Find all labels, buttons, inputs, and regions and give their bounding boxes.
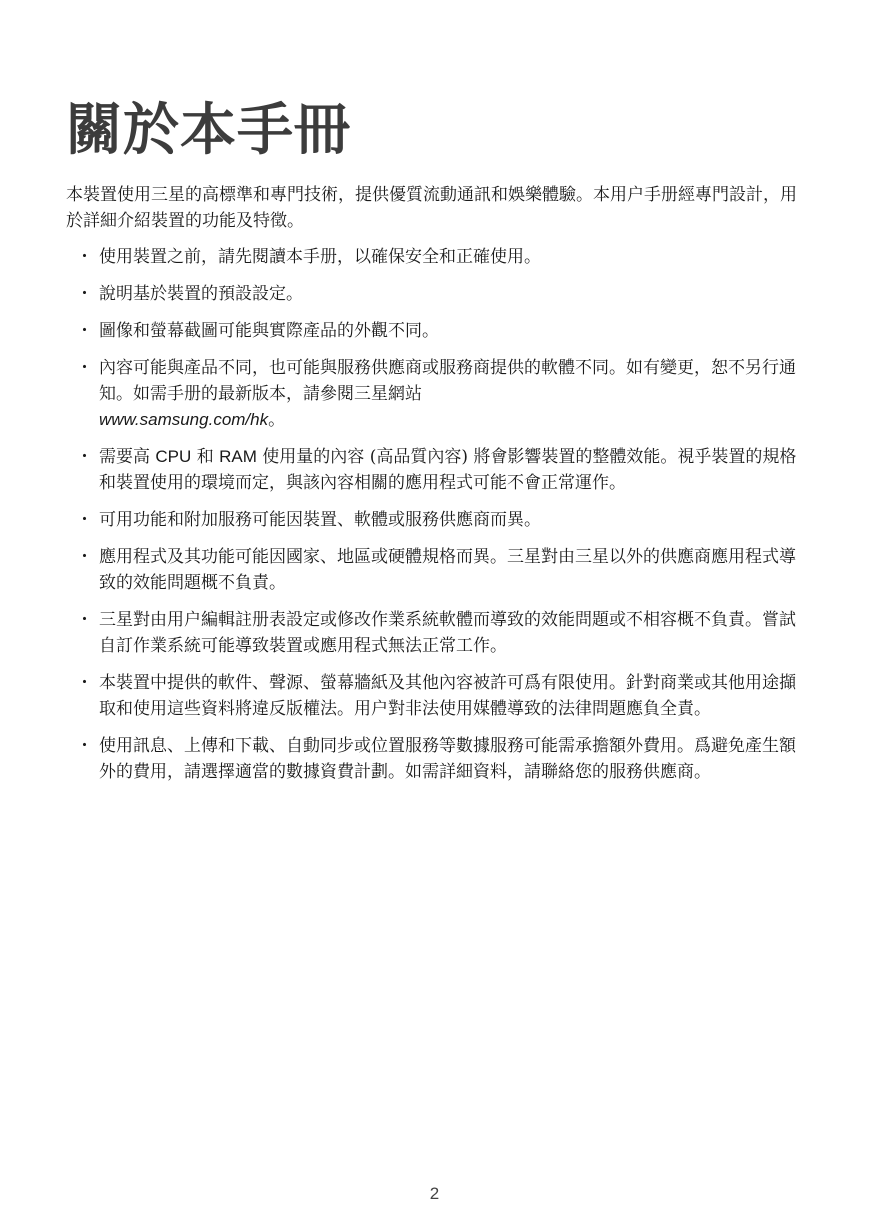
list-item-text: 和 (191, 447, 220, 467)
list-item-text: 使用訊息、上傳和下載、自動同步或位置服務等數據服務可能需承擔額外費用。爲避免產生額外的費用，請選擇適當的數據資費計劃。如需詳細資料，請聯絡您的服務供應商。 (99, 736, 796, 782)
bullet-icon: ・ (76, 547, 93, 567)
list-item (66, 444, 811, 496)
list-item-text: 三星對由用户編輯註册表設定或修改作業系統軟體而導致的效能問題或不相容概不負責。嘗試自訂作業系統可能導致裝置或應用程式無法正常工作。 (99, 610, 796, 656)
bullet-icon: ・ (76, 247, 93, 267)
ram-term: RAM (219, 447, 257, 466)
list-item (66, 318, 811, 344)
bullet-icon: ・ (76, 673, 93, 693)
bullet-icon: ・ (76, 610, 93, 630)
list-item-text: 說明基於裝置的預設設定。 (99, 284, 303, 304)
list-item-text: 需要高 (99, 447, 156, 467)
list-item-text: 應用程式及其功能可能因國家、地區或硬體規格而異。三星對由三星以外的供應商應用程式導致的效能問題概不負責。 (99, 547, 796, 593)
list-item-text-end: 。 (268, 410, 286, 430)
page-title: 關於本手冊 (66, 98, 351, 163)
list-item (66, 670, 811, 722)
list-item (66, 733, 811, 785)
list-item-text: 使用裝置之前，請先閱讀本手册，以確保安全和正確使用。 (99, 247, 541, 267)
bullet-icon: ・ (76, 321, 93, 341)
bullet-icon: ・ (76, 284, 93, 304)
list-item (66, 281, 811, 307)
notice-list (66, 244, 811, 796)
list-item-text: 圖像和螢幕截圖可能與實際產品的外觀不同。 (99, 321, 439, 341)
page-number: 2 (429, 1184, 440, 1203)
bullet-icon: ・ (76, 736, 93, 756)
bullet-icon: ・ (76, 447, 93, 467)
list-item (66, 355, 811, 433)
list-item-text: 內容可能與產品不同，也可能與服務供應商或服務商提供的軟體不同。如有變更，恕不另行通知。如需手册的最新版本，請參閱三星網站 (99, 358, 796, 404)
list-item (66, 607, 811, 659)
list-item (66, 507, 811, 533)
bullet-icon: ・ (76, 358, 93, 378)
list-item-text: 本裝置中提供的軟件、聲源、螢幕牆紙及其他內容被許可爲有限使用。針對商業或其他用途擷取和使用這些資料將違反版權法。用户對非法使用媒體導致的法律問題應負全責。 (99, 673, 796, 719)
website-link[interactable]: www.samsung.com/hk (99, 410, 269, 429)
list-item-text: 使用量的內容 (256, 447, 370, 467)
list-item-text: (高品質內容) 將會影響裝置的整體效能。視乎裝置的規格和裝置使用的環境而定，與該內容相關的應用程式可能不會正常運作。 (99, 447, 797, 493)
bullet-icon: ・ (76, 510, 93, 530)
list-item-text: 可用功能和附加服務可能因裝置、軟體或服務供應商而異。 (99, 510, 541, 530)
list-item (66, 544, 811, 596)
cpu-term: CPU (155, 447, 192, 466)
intro-paragraph: 本裝置使用三星的高標準和專門技術，提供優質流動通訊和娛樂體驗。本用户手册經專門設計，用於詳細介紹裝置的功能及特徵。 (66, 185, 797, 231)
list-item (66, 244, 811, 270)
